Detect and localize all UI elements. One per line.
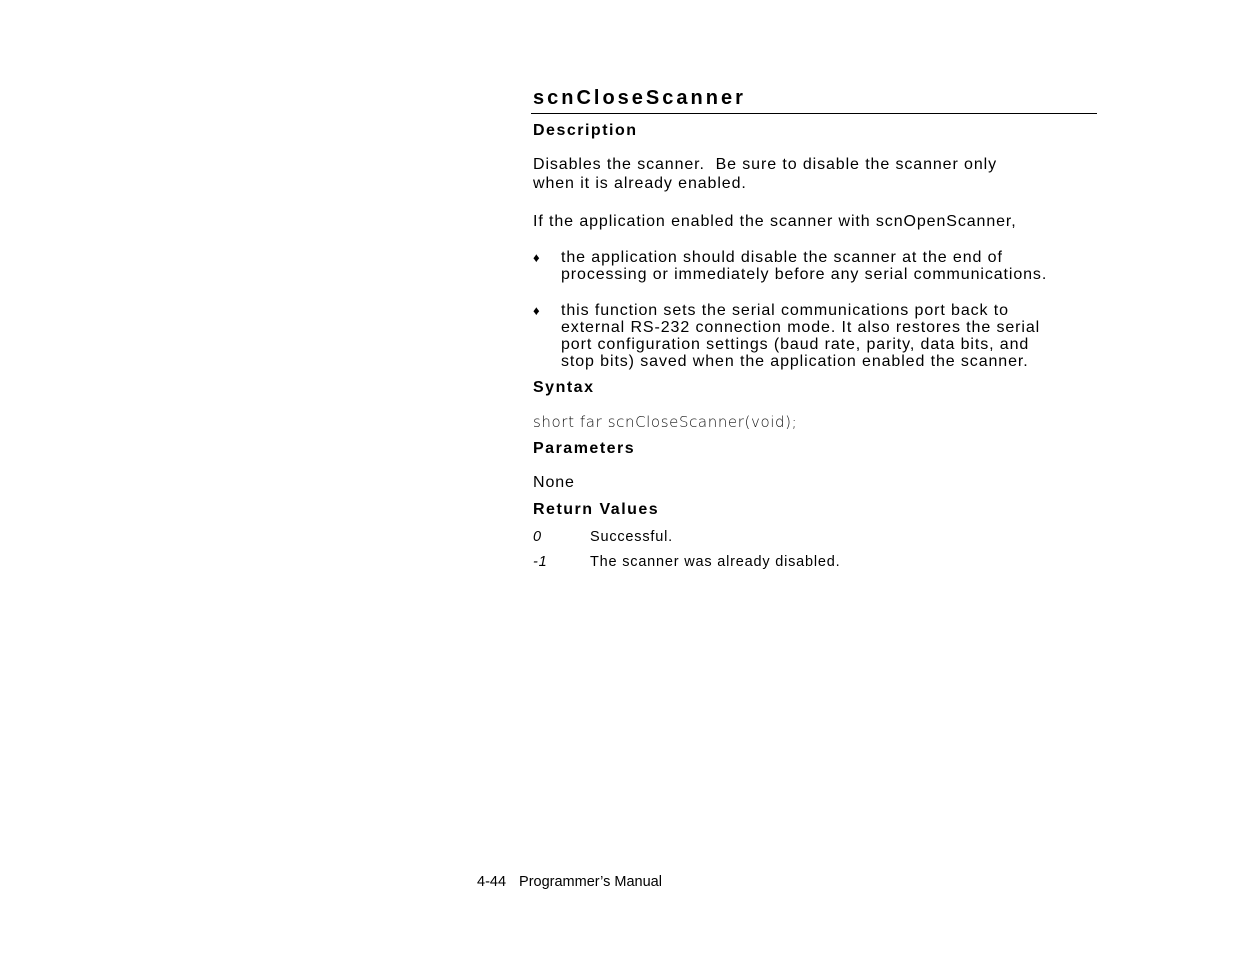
bullet-line: the application should disable the scanner at the end of bbox=[561, 249, 1003, 266]
title-rule bbox=[531, 113, 1097, 114]
manual-title: Programmer’s Manual bbox=[519, 874, 662, 890]
function-title: scnCloseScanner bbox=[533, 87, 746, 109]
manual-page-content bbox=[533, 86, 1097, 570]
bullet-text bbox=[561, 249, 1101, 283]
return-values-heading: Return Values bbox=[533, 501, 660, 518]
description-paragraph-1-line-1: Disables the scanner. Be sure to disable the scanner only bbox=[533, 156, 997, 173]
diamond-bullet-icon: ♦ bbox=[533, 303, 541, 318]
page-number: 4-44 bbox=[477, 874, 507, 890]
bullet-line: stop bits) saved when the application enabled the scanner. bbox=[561, 353, 1029, 370]
page-footer bbox=[477, 873, 662, 891]
description-paragraph-1 bbox=[533, 155, 997, 193]
syntax-code: short far scnCloseScanner(void); bbox=[533, 413, 798, 431]
bullet-text bbox=[561, 302, 1101, 370]
description-paragraph-2: If the application enabled the scanner with scnOpenScanner, bbox=[533, 213, 1017, 230]
return-description: Successful. bbox=[590, 529, 673, 545]
bullet-line: external RS-232 connection mode. It also restores the serial bbox=[561, 319, 1041, 336]
parameters-heading: Parameters bbox=[533, 440, 636, 457]
return-code: 0 bbox=[533, 529, 542, 545]
description-paragraph-1-line-2: when it is already enabled. bbox=[533, 175, 747, 192]
bullet-line: this function sets the serial communications port back to bbox=[561, 302, 1009, 319]
return-description: The scanner was already disabled. bbox=[590, 554, 841, 570]
description-heading: Description bbox=[533, 122, 638, 139]
bullet-line: port configuration settings (baud rate, parity, data bits, and bbox=[561, 336, 1030, 353]
diamond-bullet-icon: ♦ bbox=[533, 250, 541, 265]
parameters-value: None bbox=[533, 474, 575, 491]
bullet-line: processing or immediately before any serial communications. bbox=[561, 266, 1048, 283]
return-code: -1 bbox=[533, 554, 548, 570]
syntax-heading: Syntax bbox=[533, 379, 595, 396]
